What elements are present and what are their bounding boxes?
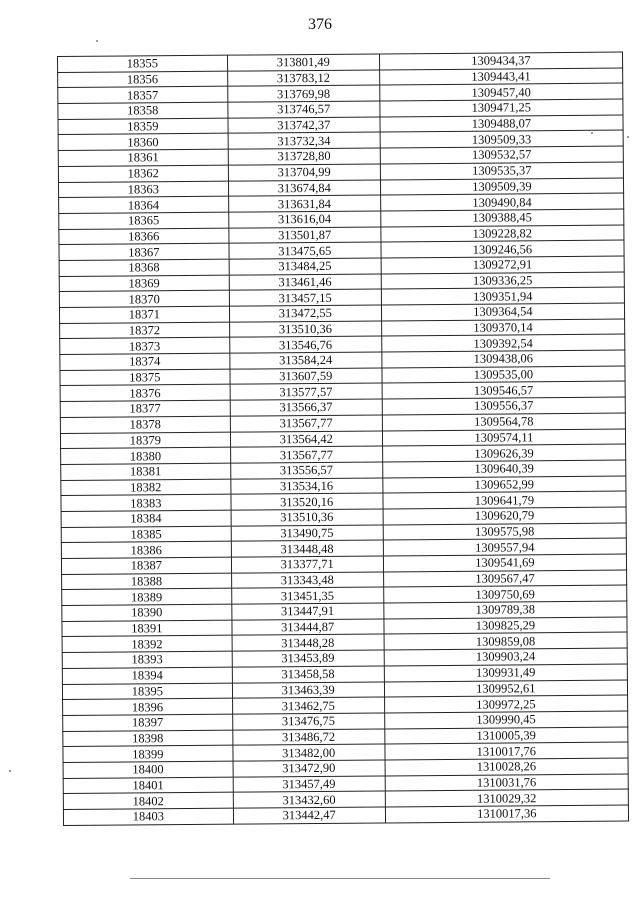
y-coordinate-cell: 1309546,57: [382, 381, 625, 399]
point-number-cell: 18369: [59, 275, 229, 292]
x-coordinate-cell: 313484,25: [229, 258, 381, 275]
y-coordinate-cell: 1309575,98: [383, 523, 626, 541]
x-coordinate-cell: 313457,15: [229, 289, 381, 306]
y-coordinate-cell: 1309370,14: [381, 319, 624, 337]
point-number-cell: 18365: [59, 212, 229, 229]
point-number-cell: 18396: [63, 698, 233, 715]
point-number-cell: 18372: [60, 322, 230, 339]
y-coordinate-cell: 1310017,36: [385, 805, 628, 823]
y-coordinate-cell: 1309535,37: [380, 162, 623, 180]
x-coordinate-cell: 313631,84: [228, 195, 380, 212]
y-coordinate-cell: 1309825,29: [384, 617, 627, 635]
y-coordinate-cell: 1309556,37: [382, 397, 625, 415]
x-coordinate-cell: 313732,34: [228, 132, 380, 149]
x-coordinate-cell: 313448,48: [231, 540, 383, 557]
y-coordinate-cell: 1309392,54: [381, 334, 624, 352]
y-coordinate-cell: 1309952,61: [384, 680, 627, 698]
x-coordinate-cell: 313486,72: [232, 729, 384, 746]
point-number-cell: 18385: [61, 526, 231, 543]
point-number-cell: 18370: [59, 290, 229, 307]
y-coordinate-cell: 1310005,39: [385, 727, 628, 745]
y-coordinate-cell: 1309972,25: [384, 695, 627, 713]
point-number-cell: 18392: [62, 636, 232, 653]
point-number-cell: 18363: [58, 181, 228, 198]
y-coordinate-cell: 1309574,11: [382, 429, 625, 447]
point-number-cell: 18375: [60, 369, 230, 386]
point-number-cell: 18364: [59, 196, 229, 213]
y-coordinate-cell: 1309351,94: [381, 287, 624, 305]
x-coordinate-cell: 313461,46: [229, 274, 381, 291]
x-coordinate-cell: 313520,16: [231, 493, 383, 510]
x-coordinate-cell: 313783,12: [227, 70, 379, 87]
y-coordinate-cell: 1310031,76: [385, 774, 628, 792]
x-coordinate-cell: 313746,57: [228, 101, 380, 118]
x-coordinate-cell: 313501,87: [229, 227, 381, 244]
y-coordinate-cell: 1309532,57: [380, 146, 623, 164]
scan-speck: [96, 40, 98, 42]
y-coordinate-cell: 1309509,39: [380, 178, 623, 196]
point-number-cell: 18360: [58, 134, 228, 151]
x-coordinate-cell: 313742,37: [228, 117, 380, 134]
x-coordinate-cell: 313566,37: [230, 399, 382, 416]
y-coordinate-cell: 1309388,45: [380, 209, 623, 227]
x-coordinate-cell: 313432,60: [233, 791, 385, 808]
y-coordinate-cell: 1309336,25: [381, 272, 624, 290]
x-coordinate-cell: 313475,65: [229, 242, 381, 259]
point-number-cell: 18401: [63, 777, 233, 794]
x-coordinate-cell: 313577,57: [230, 383, 382, 400]
y-coordinate-cell: 1309626,39: [382, 444, 625, 462]
x-coordinate-cell: 313567,77: [230, 415, 382, 432]
x-coordinate-cell: 313534,16: [230, 478, 382, 495]
x-coordinate-cell: 313616,04: [228, 211, 380, 228]
x-coordinate-cell: 313377,71: [231, 556, 383, 573]
y-coordinate-cell: 1309535,00: [382, 366, 625, 384]
point-number-cell: 18357: [58, 87, 228, 104]
point-number-cell: 18398: [63, 730, 233, 747]
x-coordinate-cell: 313490,75: [231, 525, 383, 542]
x-coordinate-cell: 313451,35: [231, 587, 383, 604]
point-number-cell: 18362: [58, 165, 228, 182]
x-coordinate-cell: 313769,98: [227, 85, 379, 102]
x-coordinate-cell: 313728,80: [228, 148, 380, 165]
point-number-cell: 18376: [60, 385, 230, 402]
y-coordinate-cell: 1309789,38: [384, 601, 627, 619]
scan-speck: [627, 136, 629, 138]
y-coordinate-cell: 1309859,08: [384, 632, 627, 650]
point-number-cell: 18394: [62, 667, 232, 684]
point-number-cell: 18387: [61, 557, 231, 574]
scan-artifact-line: [130, 878, 550, 879]
y-coordinate-cell: 1309750,69: [383, 585, 626, 603]
point-number-cell: 18367: [59, 243, 229, 260]
y-coordinate-cell: 1310028,26: [385, 758, 628, 776]
y-coordinate-cell: 1309564,78: [382, 413, 625, 431]
coordinates-table: [57, 52, 629, 826]
y-coordinate-cell: 1309272,91: [381, 256, 624, 274]
point-number-cell: 18381: [61, 463, 231, 480]
x-coordinate-cell: 313463,39: [232, 681, 384, 698]
point-number-cell: 18383: [61, 494, 231, 511]
point-number-cell: 18382: [61, 479, 231, 496]
x-coordinate-cell: 313510,36: [229, 321, 381, 338]
y-coordinate-cell: 1309990,45: [384, 711, 627, 729]
coordinates-table-body: [58, 52, 629, 825]
y-coordinate-cell: 1309228,82: [381, 225, 624, 243]
page-number: 376: [308, 16, 332, 33]
point-number-cell: 18358: [58, 102, 228, 119]
x-coordinate-cell: 313343,48: [231, 572, 383, 589]
point-number-cell: 18371: [59, 306, 229, 323]
y-coordinate-cell: 1309567,47: [383, 570, 626, 588]
x-coordinate-cell: 313546,76: [229, 336, 381, 353]
point-number-cell: 18402: [63, 792, 233, 809]
point-number-cell: 18393: [62, 651, 232, 668]
point-number-cell: 18391: [62, 620, 232, 637]
x-coordinate-cell: 313472,55: [229, 305, 381, 322]
point-number-cell: 18359: [58, 118, 228, 135]
point-number-cell: 18373: [60, 338, 230, 355]
x-coordinate-cell: 313556,57: [230, 462, 382, 479]
x-coordinate-cell: 313801,49: [227, 54, 379, 71]
point-number-cell: 18386: [61, 541, 231, 558]
x-coordinate-cell: 313442,47: [233, 807, 385, 824]
y-coordinate-cell: 1309509,33: [380, 130, 623, 148]
y-coordinate-cell: 1309652,99: [383, 476, 626, 494]
y-coordinate-cell: 1309471,25: [380, 99, 623, 117]
point-number-cell: 18400: [63, 761, 233, 778]
point-number-cell: 18361: [58, 149, 228, 166]
y-coordinate-cell: 1309246,56: [381, 240, 624, 258]
point-number-cell: 18366: [59, 228, 229, 245]
point-number-cell: 18380: [61, 447, 231, 464]
x-coordinate-cell: 313674,84: [228, 179, 380, 196]
y-coordinate-cell: 1309557,94: [383, 538, 626, 556]
x-coordinate-cell: 313607,59: [230, 368, 382, 385]
point-number-cell: 18389: [62, 589, 232, 606]
x-coordinate-cell: 313448,28: [232, 634, 384, 651]
y-coordinate-cell: 1309490,84: [380, 193, 623, 211]
x-coordinate-cell: 313584,24: [230, 352, 382, 369]
point-number-cell: 18403: [63, 808, 233, 825]
y-coordinate-cell: 1309641,79: [383, 491, 626, 509]
x-coordinate-cell: 313472,90: [233, 760, 385, 777]
point-number-cell: 18374: [60, 353, 230, 370]
y-coordinate-cell: 1309438,06: [382, 350, 625, 368]
x-coordinate-cell: 313476,75: [232, 713, 384, 730]
point-number-cell: 18377: [60, 400, 230, 417]
y-coordinate-cell: 1309640,39: [382, 460, 625, 478]
scan-speck: [591, 132, 593, 134]
x-coordinate-cell: 313462,75: [232, 697, 384, 714]
point-number-cell: 18368: [59, 259, 229, 276]
x-coordinate-cell: 313444,87: [232, 619, 384, 636]
point-number-cell: 18390: [62, 604, 232, 621]
point-number-cell: 18384: [61, 510, 231, 527]
point-number-cell: 18379: [60, 432, 230, 449]
x-coordinate-cell: 313457,49: [233, 776, 385, 793]
x-coordinate-cell: 313482,00: [233, 744, 385, 761]
y-coordinate-cell: 1310017,76: [385, 742, 628, 760]
y-coordinate-cell: 1309457,40: [379, 83, 622, 101]
y-coordinate-cell: 1309364,54: [381, 303, 624, 321]
point-number-cell: 18397: [63, 714, 233, 731]
x-coordinate-cell: 313704,99: [228, 164, 380, 181]
y-coordinate-cell: 1309541,69: [383, 554, 626, 572]
point-number-cell: 18395: [62, 683, 232, 700]
y-coordinate-cell: 1309903,24: [384, 648, 627, 666]
x-coordinate-cell: 313510,36: [231, 509, 383, 526]
x-coordinate-cell: 313453,89: [232, 650, 384, 667]
scan-speck: [9, 770, 11, 772]
y-coordinate-cell: 1309443,41: [379, 68, 622, 86]
x-coordinate-cell: 313567,77: [230, 446, 382, 463]
point-number-cell: 18399: [63, 745, 233, 762]
y-coordinate-cell: 1309620,79: [383, 507, 626, 525]
x-coordinate-cell: 313458,58: [232, 666, 384, 683]
point-number-cell: 18356: [58, 71, 228, 88]
x-coordinate-cell: 313564,42: [230, 430, 382, 447]
point-number-cell: 18388: [62, 573, 232, 590]
y-coordinate-cell: 1309931,49: [384, 664, 627, 682]
point-number-cell: 18355: [58, 55, 228, 72]
point-number-cell: 18378: [60, 416, 230, 433]
y-coordinate-cell: 1309434,37: [379, 52, 622, 70]
table-row: [63, 805, 628, 825]
x-coordinate-cell: 313447,91: [231, 603, 383, 620]
y-coordinate-cell: 1309488,07: [380, 115, 623, 133]
y-coordinate-cell: 1310029,32: [385, 789, 628, 807]
